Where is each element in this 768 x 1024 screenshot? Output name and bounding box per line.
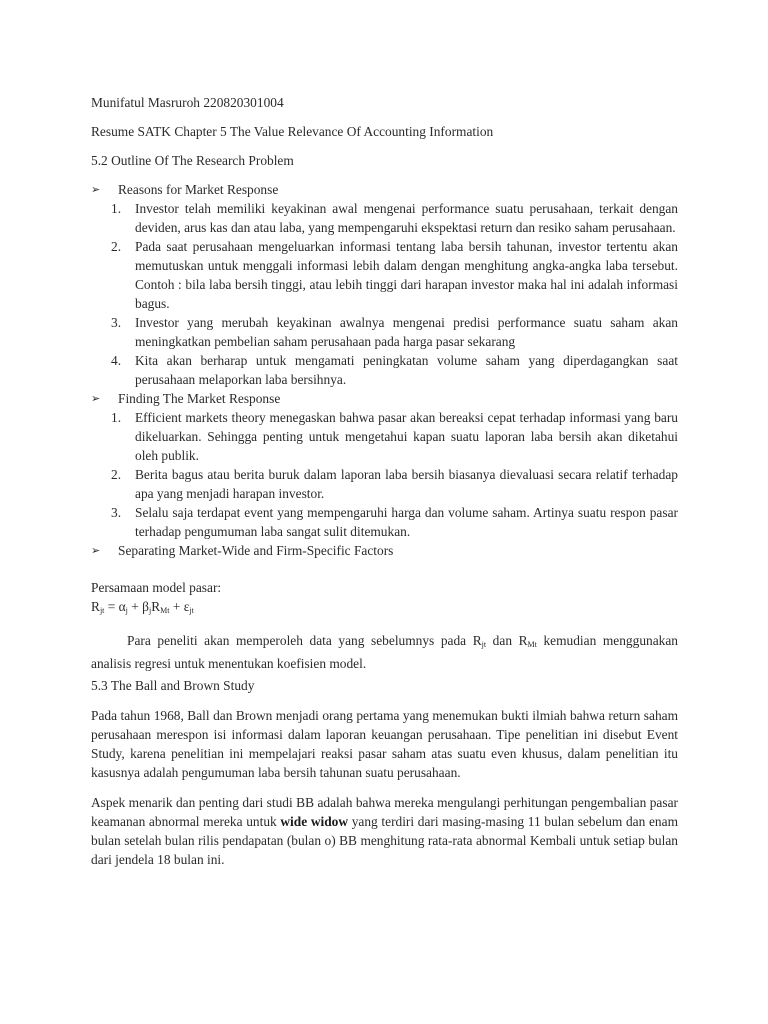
arrow-bullet-icon: ➢: [91, 392, 101, 405]
spacer: [91, 782, 678, 793]
bold-term: wide widow: [280, 814, 349, 829]
list-item: 2. Pada saat perusahaan mengeluarkan informasi tentang laba bersih tahunan, investor tertentu akan memutuskan untuk menggali informasi lebih dalam dengan menghitung angka-angka laba tersebut. Contoh : bila laba bersih tinggi, atau lebih tinggi dari harapan investor maka hal ini adalah informasi bagus.: [111, 239, 678, 311]
bullet-heading-reasons: [91, 180, 678, 199]
regression-paragraph: Para peneliti akan memperoleh data yang sebelumnys pada $R_{jt}$ dan $R_{Mt}$ kemudian menggunakan analisis regresi untuk menentukan koefisien model.: [91, 633, 678, 671]
list-item: 1. Investor telah memiliki keyakinan awal mengenai performance suatu perusahaan, terkait dengan deviden, arus kas dan atau laba, yang mempengaruhi ekspektasi return dan resiko saham perusahaan.: [111, 201, 678, 235]
spacer: [91, 695, 678, 706]
ball-brown-paragraph-2: Aspek menarik dan penting dari studi BB adalah bahwa mereka mengulangi perhitungan pengembalian pasar keamanan abnormal mereka untuk wide widow yang terdiri dari masing-masing 11 bulan sebelum dan enam bulan setelah bulan rilis pendapatan (bulan o) BB menghitung rata-rata abnormal Kembali untuk setiap bulan dari jendela 18 bulan ini.: [91, 795, 678, 867]
ball-brown-paragraph-1: Pada tahun 1968, Ball dan Brown menjadi orang pertama yang menemukan bukti ilmiah bahwa return saham perusahaan merespon isi informasi dalam laporan keuangan perusahaan. Tipe penelitian ini disebut Event Study, karena penelitian ini mempelajari reaksi pasar saham atas suatu even khusus, dalam penelitian itu kasusnya adalah pengumuman laba bersih tahunan suatu perusahaan.: [91, 708, 678, 780]
market-model-formula: $R_{jt} = \alpha_j + \beta_jR_{Mt} + \varepsilon_{jt}$: [91, 599, 194, 615]
model-label: Persamaan model pasar:: [91, 580, 222, 595]
finding-list: [91, 408, 678, 541]
bullet-heading-text: Reasons for Market Response: [118, 182, 279, 197]
document-body: [91, 93, 678, 869]
list-item: 3. Selalu saja terdapat event yang mempengaruhi harga dan volume saham. Artinya suatu respon pasar terhadap pengumuman laba sangat sulit ditemukan.: [111, 505, 678, 539]
author-line: Munifatul Masruroh 220820301004: [91, 95, 284, 110]
arrow-bullet-icon: ➢: [91, 544, 101, 557]
document-title: Resume SATK Chapter 5 The Value Relevance Of Accounting Information: [91, 124, 494, 139]
arrow-bullet-icon: ➢: [91, 183, 101, 196]
bullet-heading-text: Finding The Market Response: [118, 391, 281, 406]
reasons-list: [91, 199, 678, 389]
bullet-heading-separating: [91, 541, 678, 560]
section-heading-5-3: 5.3 The Ball and Brown Study: [91, 678, 255, 693]
list-item: 4. Kita akan berharap untuk mengamati peningkatan volume saham yang diperdagangkan saat perusahaan melaporkan laba bersihnya.: [111, 353, 678, 387]
list-item: 3. Investor yang merubah keyakinan awalnya mengenai predisi performance suatu saham akan meningkatkan pembelian saham perusahaan pada harga pasar sekarang: [111, 315, 678, 349]
bullet-heading-finding: [91, 389, 678, 408]
section-heading-5-2: 5.2 Outline Of The Research Problem: [91, 153, 294, 168]
spacer: [91, 560, 678, 578]
list-item: 2. Berita bagus atau berita buruk dalam laporan laba bersih biasanya dievaluasi secara relatif terhadap apa yang menjadi harapan investor.: [111, 467, 678, 501]
spacer: [91, 620, 678, 631]
list-item: 1. Efficient markets theory menegaskan bahwa pasar akan bereaksi cepat terhadap informasi yang baru dikeluarkan. Sehingga penting untuk mengetahui kapan suatu laporan laba bersih akan diketahui oleh publik.: [111, 410, 678, 463]
bullet-heading-text: Separating Market-Wide and Firm-Specific Factors: [118, 543, 394, 558]
